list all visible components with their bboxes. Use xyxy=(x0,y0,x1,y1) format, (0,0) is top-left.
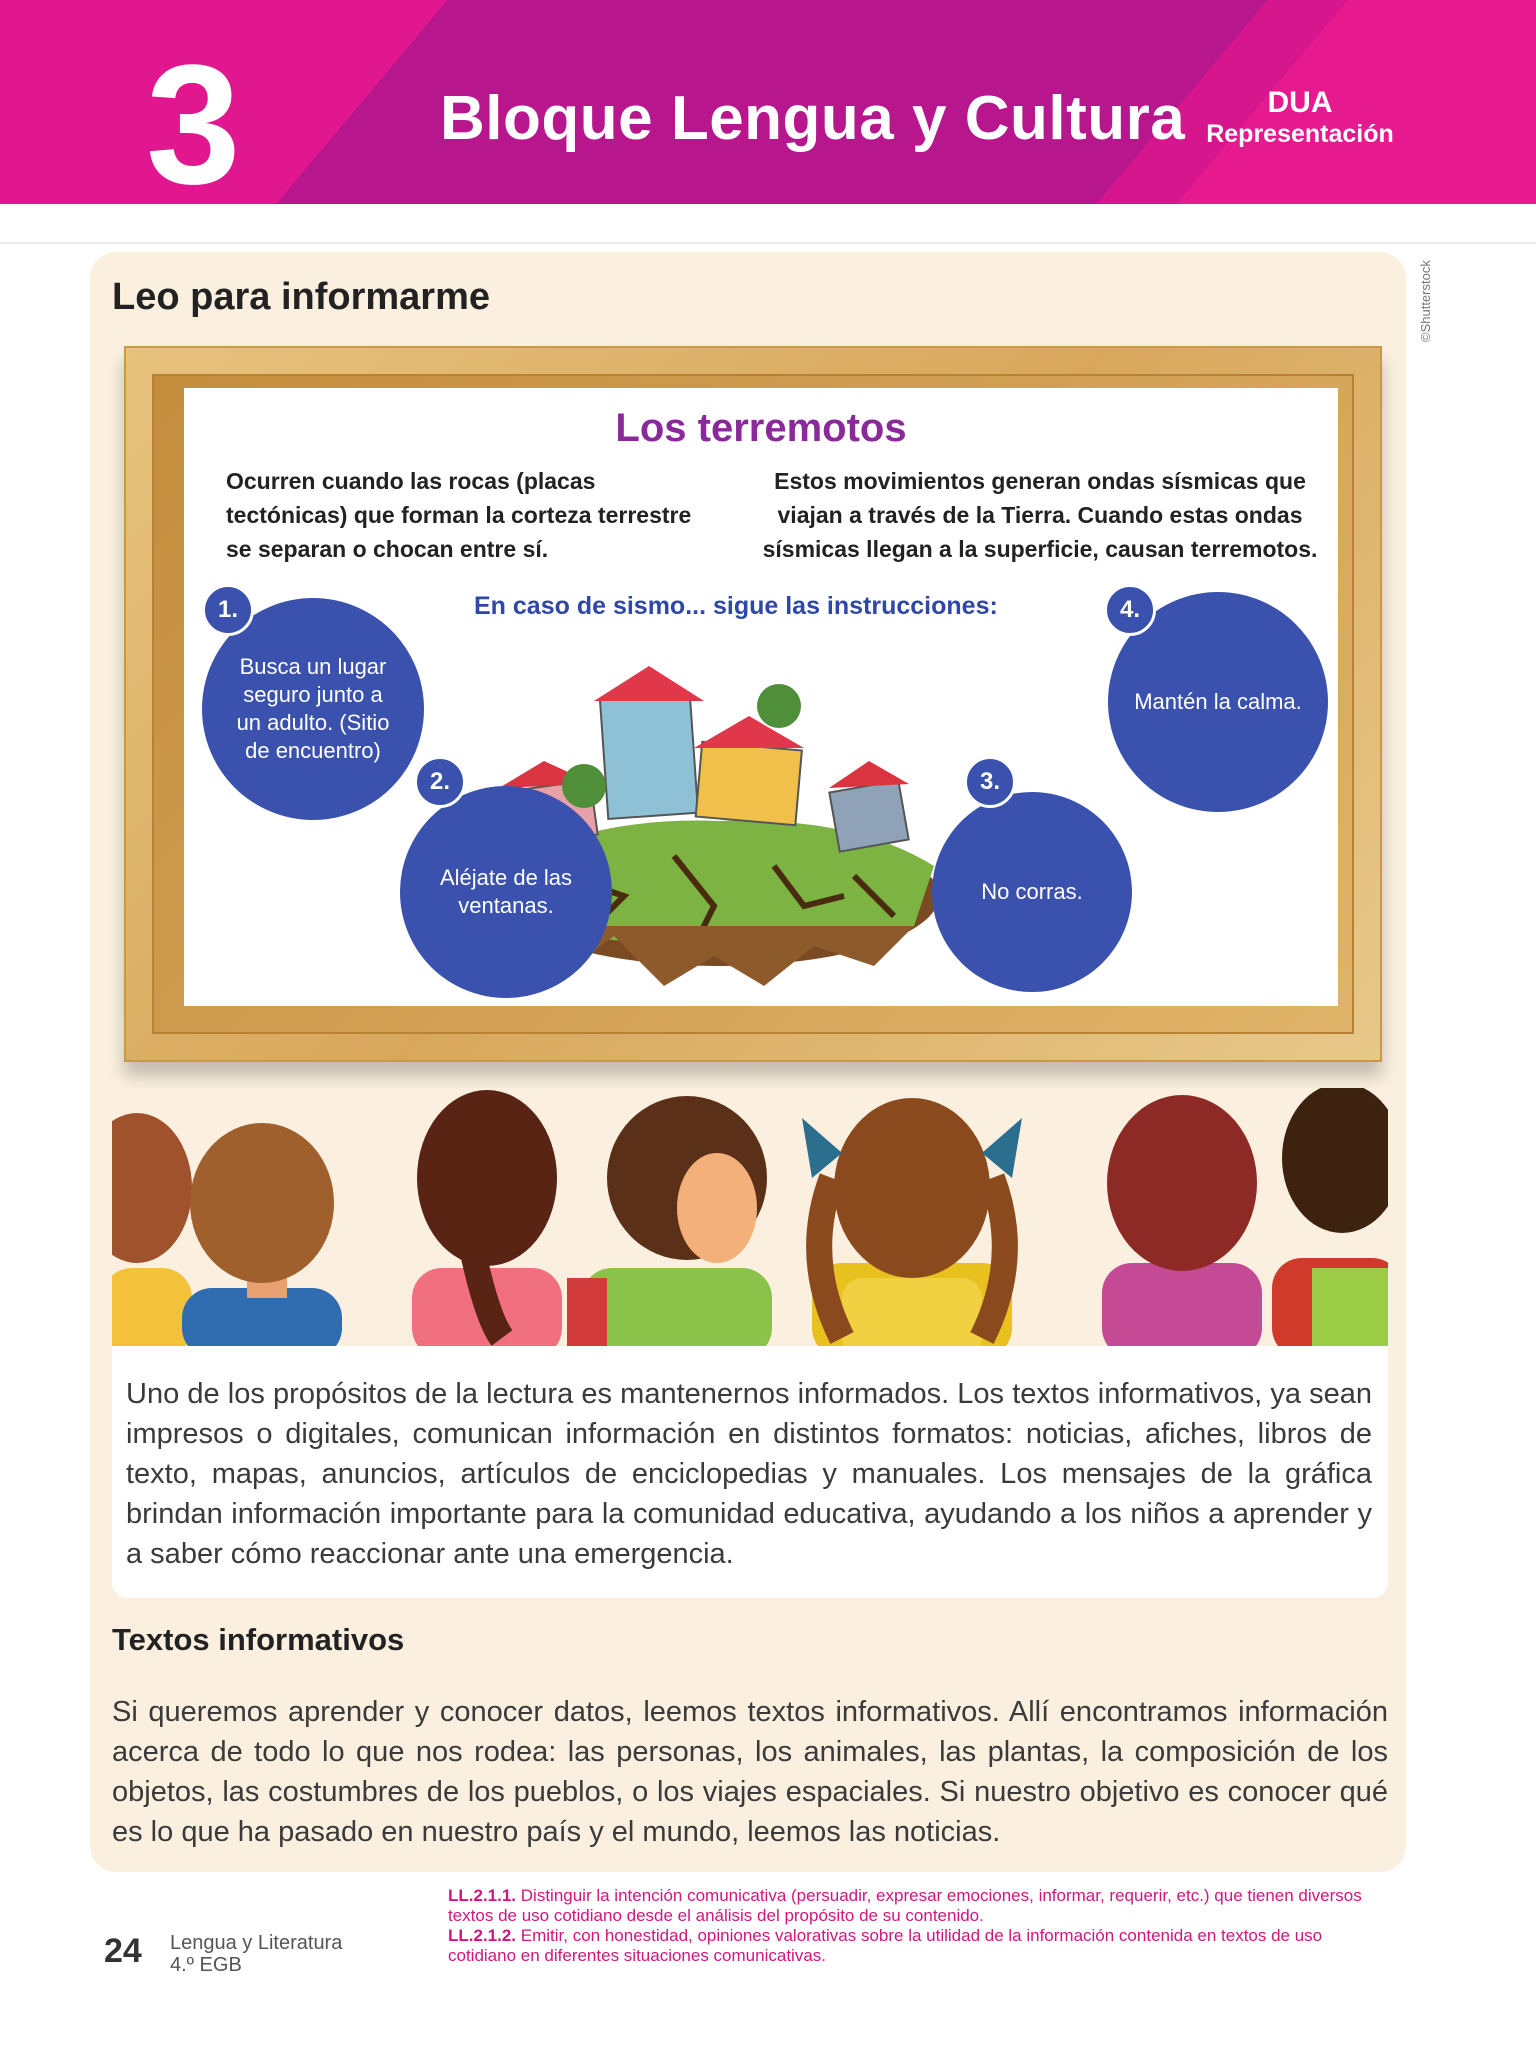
dua-line2: Representación xyxy=(1206,120,1394,148)
grade-name: 4.º EGB xyxy=(170,1954,242,1976)
skill-code: LL.2.1.1. xyxy=(448,1886,517,1905)
step-3-text: No corras. xyxy=(981,879,1083,904)
unit-number: 3 xyxy=(146,30,241,220)
step-2-badge: 2. xyxy=(414,756,466,808)
skill-item xyxy=(448,1926,1368,1966)
dua-label xyxy=(1190,86,1410,149)
step-3-badge: 3. xyxy=(964,756,1016,808)
skills-list xyxy=(448,1886,1368,1966)
step-4-badge: 4. xyxy=(1104,584,1156,636)
image-credit: ©Shutterstock xyxy=(1418,260,1433,342)
children-illustration xyxy=(112,1088,1388,1350)
step-2-text: Aléjate de las ventanas. xyxy=(439,865,573,918)
skill-text: Distinguir la intención comunicativa (persuadir, expresar emociones, informar, requerir, etc.) que tienen diversos textos de uso cotidiano desde el análisis del propósito de su contenido. xyxy=(448,1886,1362,1925)
step-4-text: Mantén la calma. xyxy=(1134,689,1302,714)
section-title-leo: Leo para informarme xyxy=(112,276,490,318)
poster-right-text: Estos movimientos generan ondas sísmicas que viajan a través de la Tierra. Cuando estas ondas sísmicas llegan a la superficie, causan terremotos. xyxy=(762,468,1318,562)
earthquake-poster xyxy=(184,388,1338,1006)
info-paragraph: Uno de los propósitos de la lectura es mantenernos informados. Los textos informativos, ya sean impresos o digitales, comunican información en distintos formatos: noticias, afiches, libros de texto, mapas, anuncios, artículos de enciclopedias y manuales. Los mensajes de la gráfica brindan información importante para la comunidad educativa, ayudando a los niños a aprender y a saber cómo reaccionar ante una emergencia. xyxy=(126,1378,1372,1570)
textos-body: Si queremos aprender y conocer datos, leemos textos informativos. Allí encontramos información acerca de todo lo que nos rodea: las personas, los animales, las plantas, la composición de los objetos, las costumbres de los pueblos, o los viajes espaciales. Si nuestro objetivo es conocer qué es lo que ha pasado en nuestro país y el mundo, leemos las noticias. xyxy=(112,1696,1388,1848)
skill-item xyxy=(448,1886,1368,1926)
step-1-text: Busca un lugar seguro junto a un adulto. (Sitio de encuentro) xyxy=(236,654,390,763)
poster-instructions-heading: En caso de sismo... sigue las instrucciones: xyxy=(474,592,998,620)
poster-left-text: Ocurren cuando las rocas (placas tectónicas) que forman la corteza terrestre se separan o chocan entre sí. xyxy=(226,468,692,562)
footer-subject xyxy=(170,1932,342,1976)
page-number: 24 xyxy=(104,1932,142,1970)
step-2-bubble xyxy=(400,786,612,998)
dua-line1: DUA xyxy=(1267,86,1333,119)
step-3-bubble xyxy=(932,792,1132,992)
header-divider xyxy=(0,242,1536,244)
skill-code: LL.2.1.2. xyxy=(448,1926,517,1945)
skill-text: Emitir, con honestidad, opiniones valorativas sobre la utilidad de la información contenida en textos de uso cotidiano en diferentes situaciones comunicativas. xyxy=(448,1926,1323,1965)
section-title-textos: Textos informativos xyxy=(112,1622,405,1657)
chapter-title: Bloque Lengua y Cultura xyxy=(440,84,1186,153)
step-1-badge: 1. xyxy=(202,584,254,636)
poster-title: Los terremotos xyxy=(615,406,907,450)
subject-name: Lengua y Literatura xyxy=(170,1932,343,1954)
